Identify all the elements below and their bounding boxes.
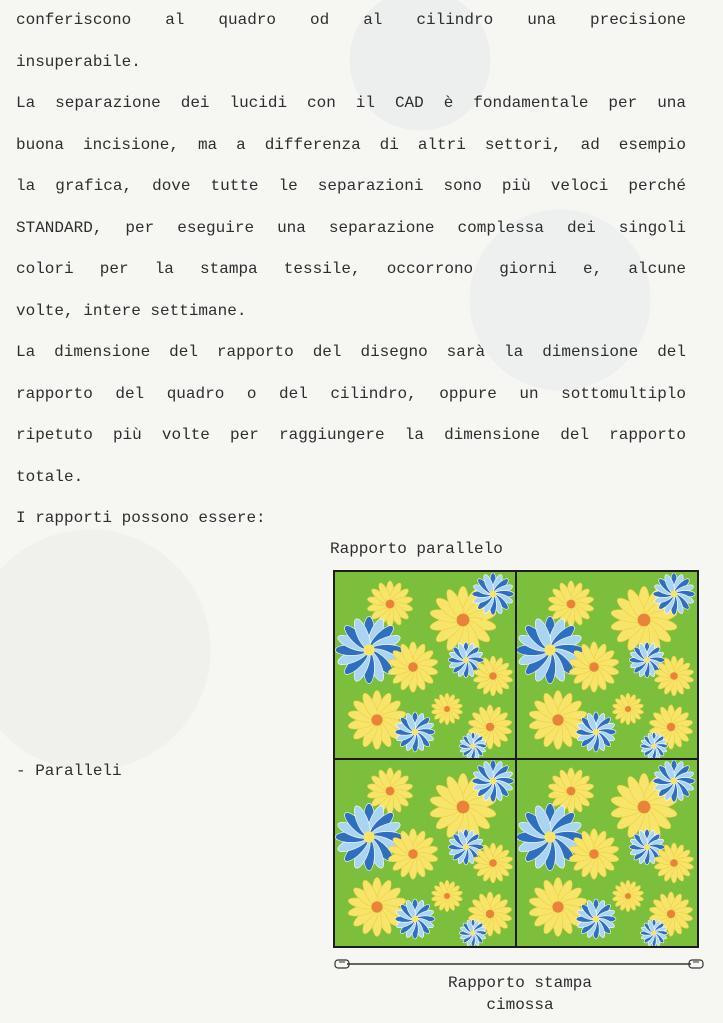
figure-title: Rapporto parallelo: [330, 540, 503, 558]
blue-flower-icon: [395, 712, 435, 752]
blue-flower-icon: [459, 732, 486, 759]
body-text: [16, 0, 686, 540]
left-pointing-hand-icon: [335, 960, 349, 968]
text-line-2: insuperabile.: [16, 52, 141, 71]
text-line-6: STANDARD, per eseguire una separazione complessa dei singoli: [16, 218, 686, 237]
flower-pattern-graphic: [335, 572, 697, 946]
blue-flower-icon: [472, 573, 514, 615]
right-pointing-hand-icon: [689, 960, 703, 968]
bullet-paralleli: - Paralleli: [16, 762, 122, 780]
blue-flower-icon: [472, 760, 514, 802]
text-line-4: buona incisione, ma a differenza di altri settori, ad esempio: [16, 135, 686, 154]
text-line-11: ripetuto più volte per raggiungere la dimensione del rapporto: [16, 426, 686, 444]
blue-flower-icon: [653, 760, 695, 802]
text-line-8: volte, intere settimane.: [16, 301, 247, 320]
selvage-ruler: [333, 956, 705, 972]
text-line-5: la grafica, dove tutte le separazioni sono più veloci perché: [16, 177, 686, 195]
text-line-7: colori per la stampa tessile, occorrono giorni e, alcune: [16, 260, 686, 278]
figure-caption: [400, 972, 640, 1016]
blue-flower-icon: [459, 919, 486, 946]
caption-line-1: Rapporto stampa: [447, 974, 593, 992]
blue-flower-icon: [576, 712, 616, 752]
parallel-repeat-pattern: [333, 570, 699, 948]
text-line-9: La dimensione del rapporto del disegno sarà la dimensione del: [16, 343, 686, 361]
text-line-12: totale.: [16, 467, 84, 486]
blue-flower-icon: [653, 573, 695, 615]
blue-flower-icon: [640, 732, 667, 759]
caption-line-2: cimossa: [486, 996, 554, 1014]
blue-flower-icon: [395, 899, 435, 939]
text-line-10: rapporto del quadro o del cilindro, oppure un sottomultiplo: [16, 384, 686, 403]
blue-flower-icon: [640, 919, 667, 946]
blue-flower-icon: [576, 899, 616, 939]
text-line-3: La separazione dei lucidi con il CAD è fondamentale per una: [16, 94, 686, 112]
text-line-13: I rapporti possono essere:: [16, 509, 266, 527]
text-line-1: conferiscono al quadro od al cilindro una precisione: [16, 11, 686, 29]
